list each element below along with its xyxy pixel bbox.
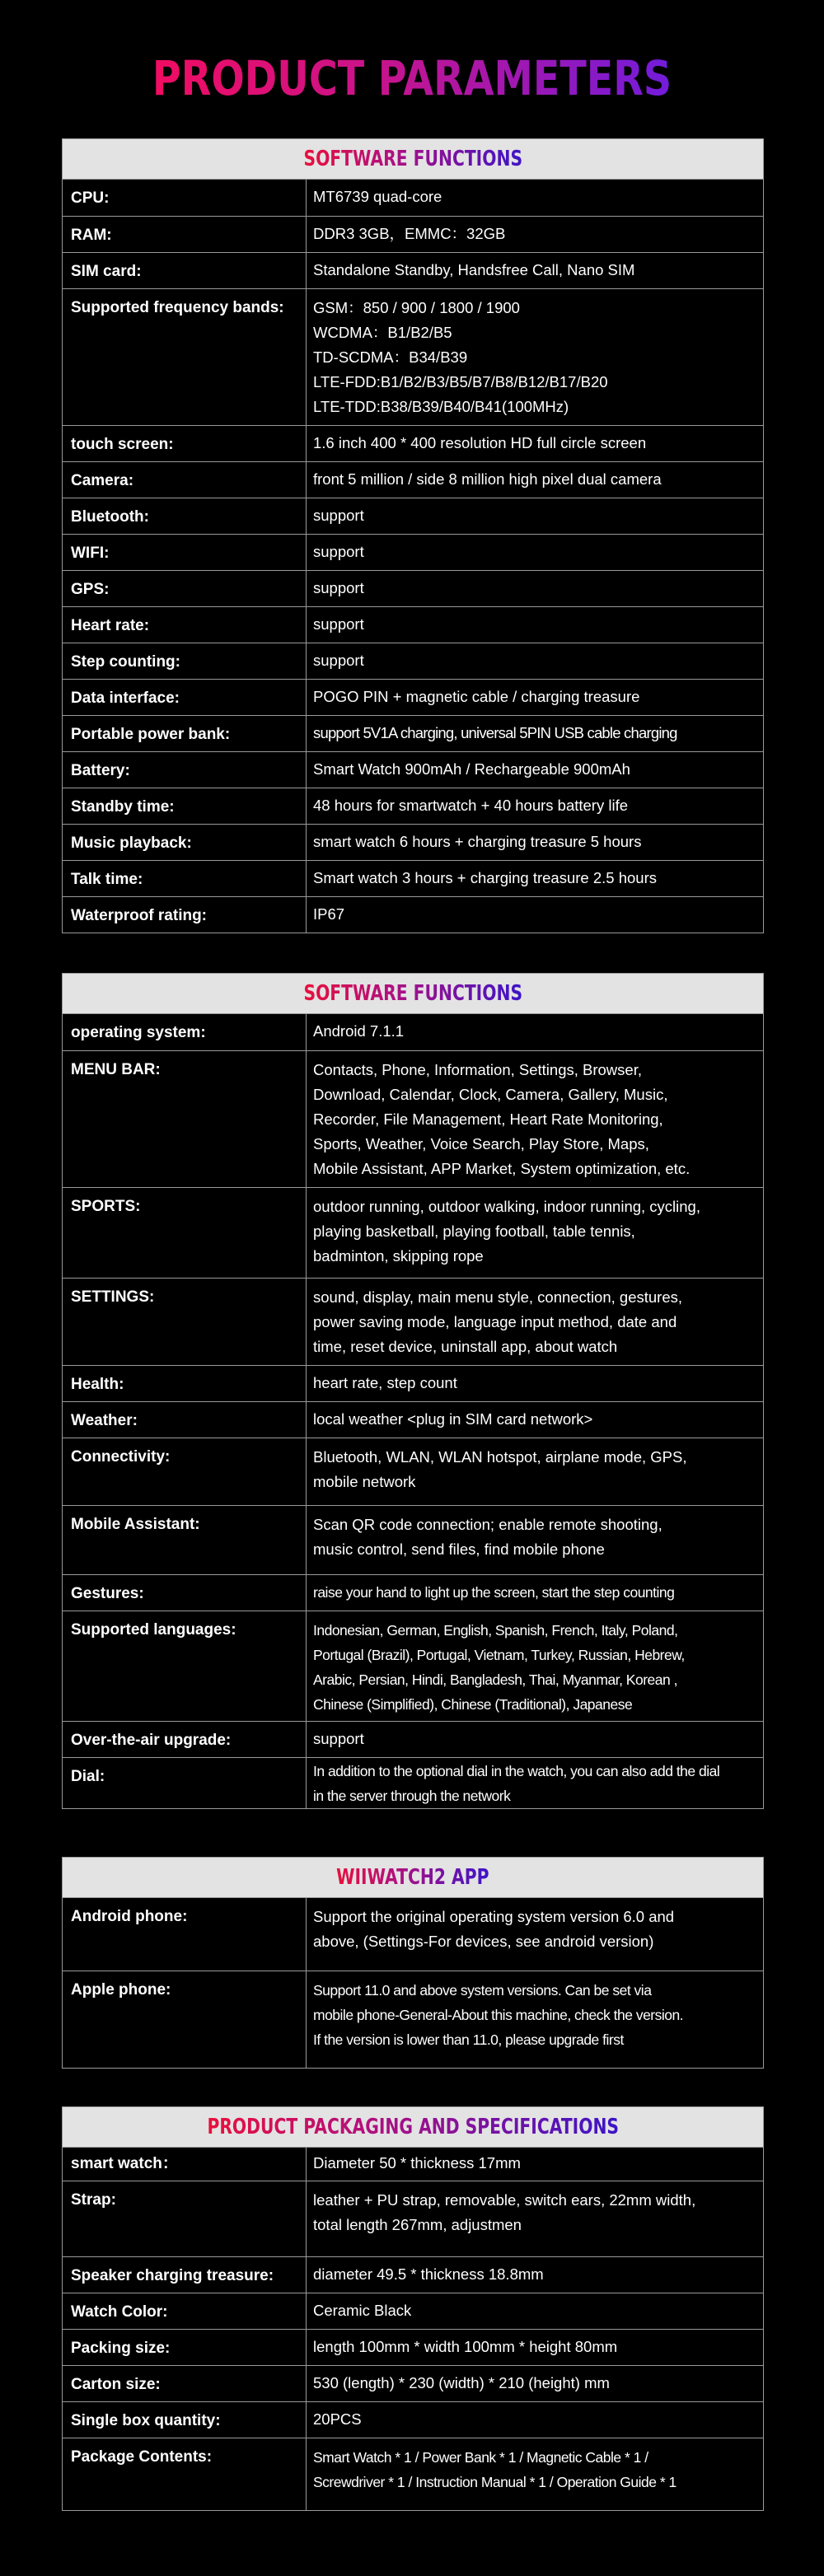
row-label: Gestures:: [63, 1575, 307, 1611]
software-function-table: [62, 973, 764, 1809]
row-label: Single box quantity:: [63, 2402, 307, 2438]
table-row: [63, 180, 763, 216]
table-row: [63, 824, 763, 860]
row-label: RAM:: [63, 217, 307, 252]
row-value: Ceramic Black: [313, 2302, 412, 2319]
row-label: smart watch：: [63, 2148, 307, 2181]
table-row: [63, 2148, 763, 2181]
table-row: [63, 2181, 763, 2256]
row-value: heart rate, step count: [313, 1374, 457, 1391]
row-label: Battery:: [63, 752, 307, 788]
section-title: WIIWATCH2 APP: [336, 1858, 489, 1897]
row-label: CPU:: [63, 180, 307, 216]
section-title: PRODUCT PACKAGING AND SPECIFICATIONS: [207, 2107, 619, 2147]
row-label: Portable power bank:: [63, 716, 307, 751]
table-row: [63, 2256, 763, 2293]
table-row: [63, 1898, 763, 1971]
row-label: WIFI:: [63, 535, 307, 570]
row-label: Carton size:: [63, 2366, 307, 2401]
row-value: front 5 million / side 8 million high pixel dual camera: [313, 470, 662, 488]
row-label: Connectivity:: [63, 1438, 307, 1505]
row-label: touch screen:: [63, 426, 307, 461]
row-label: MENU BAR:: [63, 1051, 307, 1187]
section-header: [63, 2107, 763, 2148]
row-label: operating system:: [63, 1014, 307, 1050]
row-label: Dial:: [63, 1758, 307, 1808]
row-value: support: [313, 543, 364, 560]
row-label: Data interface:: [63, 680, 307, 715]
row-label: Heart rate:: [63, 607, 307, 643]
row-value: Standalone Standby, Handsfree Call, Nano SIM: [313, 261, 635, 278]
row-value: Android 7.1.1: [313, 1022, 405, 1040]
section-header: [63, 974, 763, 1014]
row-value: support 5V1A charging, universal 5PIN USB cable charging: [313, 724, 677, 741]
row-value: support: [313, 1730, 364, 1747]
row-label: SETTINGS:: [63, 1279, 307, 1365]
table-row: [63, 2293, 763, 2329]
table-row: [63, 751, 763, 788]
table-row: [63, 715, 763, 751]
row-label: Supported frequency bands:: [63, 289, 307, 425]
table-row: [63, 461, 763, 498]
row-value: Smart Watch * 1 / Power Bank * 1 / Magnetic Cable * 1 / Screwdriver * 1 / Instruction Manual * 1 / Operation Guide * 1: [313, 2449, 677, 2490]
row-value: IP67: [313, 905, 345, 923]
row-label: GPS:: [63, 571, 307, 606]
section-title: SOFTWARE FUNCTIONS: [303, 974, 522, 1013]
row-value: length 100mm * width 100mm * height 80mm: [313, 2338, 618, 2355]
table-row: [63, 1611, 763, 1721]
table-row: [63, 896, 763, 933]
row-label: Standby time:: [63, 788, 307, 824]
table-row: [63, 1438, 763, 1505]
section-header: [63, 139, 763, 180]
table-row: [63, 2401, 763, 2438]
table-row: [63, 570, 763, 606]
row-value: Support 11.0 and above system versions. Can be set via mobile phone-General-About this machine, check the version. If the version is lower than 11.0, please upgrade first: [313, 1982, 684, 2048]
table-row: [63, 1757, 763, 1808]
table-row: [63, 2329, 763, 2365]
row-value: GSM：850 / 900 / 1800 / 1900 WCDMA：B1/B2/B5 TD-SCDMA：B34/B39 LTE-FDD:B1/B2/B3/B5/B7/B8/B12/B17/B20 LTE-TDD:B38/B39/B40/B41(100MHz): [313, 299, 608, 415]
row-value: Indonesian, German, English, Spanish, French, Italy, Poland, Portugal (Brazil), Portugal, Vietnam, Turkey, Russian, Hebrew, Arabic, Persian, Hindi, Bangladesh, Thai, Myanmar, Korean , Chinese (Simplified), Chinese (Traditional), Japanese: [313, 1622, 685, 1713]
page-title: PRODUCT PARAMETERS: [74, 49, 750, 107]
row-value: Scan QR code connection; enable remote shooting, music control, send files, find mobile phone: [313, 1516, 662, 1558]
table-row: [63, 788, 763, 824]
row-value: local weather <plug in SIM card network>: [313, 1410, 593, 1428]
table-row: [63, 1278, 763, 1365]
row-label: Supported languages:: [63, 1611, 307, 1721]
table-row: [63, 1187, 763, 1278]
row-value: sound, display, main menu style, connection, gestures, power saving mode, language input method, date and time, reset device, uninstall app, about watch: [313, 1288, 683, 1355]
packaging-spec-table: [62, 2106, 764, 2511]
row-value: outdoor running, outdoor walking, indoor running, cycling, playing basketball, playing football, table tennis, badminton, skipping rope: [313, 1198, 700, 1265]
table-row: [63, 1971, 763, 2068]
row-value: Bluetooth, WLAN, WLAN hotspot, airplane mode, GPS, mobile network: [313, 1448, 687, 1490]
row-value: 1.6 inch 400 * 400 resolution HD full circle screen: [313, 434, 647, 451]
table-row: [63, 2438, 763, 2510]
table-row: [63, 1365, 763, 1401]
table-row: [63, 1401, 763, 1438]
row-value: Smart Watch 900mAh / Rechargeable 900mAh: [313, 760, 630, 778]
row-label: Mobile Assistant:: [63, 1506, 307, 1574]
row-label: Waterproof rating:: [63, 897, 307, 933]
row-value: In addition to the optional dial in the watch, you can also add the dial in the server through the network: [313, 1763, 720, 1804]
row-label: Step counting:: [63, 643, 307, 679]
row-value: 530 (length) * 230 (width) * 210 (height) mm: [313, 2374, 610, 2391]
section-title: SOFTWARE FUNCTIONS: [303, 139, 522, 179]
row-label: Weather:: [63, 1402, 307, 1438]
row-label: Watch Color:: [63, 2293, 307, 2329]
table-row: [63, 1014, 763, 1050]
table-row: [63, 860, 763, 896]
row-value: diameter 49.5 * thickness 18.8mm: [313, 2265, 544, 2283]
row-value: Smart watch 3 hours + charging treasure 2.5 hours: [313, 869, 657, 886]
row-label: Talk time:: [63, 861, 307, 896]
table-row: [63, 425, 763, 461]
section-header: [63, 1858, 763, 1898]
row-value: smart watch 6 hours + charging treasure 5 hours: [313, 833, 642, 850]
hardware-spec-table: [62, 138, 764, 933]
table-row: [63, 216, 763, 252]
table-row: [63, 1050, 763, 1187]
row-label: Speaker charging treasure:: [63, 2257, 307, 2293]
row-label: Bluetooth:: [63, 498, 307, 534]
table-row: [63, 498, 763, 534]
row-label: SPORTS:: [63, 1188, 307, 1278]
row-value: POGO PIN + magnetic cable / charging treasure: [313, 688, 640, 705]
row-value: Support the original operating system version 6.0 and above, (Settings-For devices, see android version): [313, 1908, 675, 1950]
table-row: [63, 534, 763, 570]
table-row: [63, 288, 763, 425]
row-label: Music playback:: [63, 825, 307, 860]
row-value: leather + PU strap, removable, switch ears, 22mm width, total length 267mm, adjustmen: [313, 2191, 696, 2233]
row-value: 20PCS: [313, 2410, 362, 2428]
table-row: [63, 1721, 763, 1757]
table-row: [63, 2365, 763, 2401]
row-value: Diameter 50 * thickness 17mm: [313, 2154, 521, 2172]
app-compatibility-table: [62, 1857, 764, 2069]
table-row: [63, 643, 763, 679]
row-label: SIM card:: [63, 253, 307, 288]
row-label: Android phone:: [63, 1898, 307, 1971]
row-value: DDR3 3GB，EMMC：32GB: [313, 225, 506, 242]
row-label: Packing size:: [63, 2330, 307, 2365]
row-label: Camera:: [63, 462, 307, 498]
table-row: [63, 679, 763, 715]
row-label: Over-the-air upgrade:: [63, 1722, 307, 1757]
table-row: [63, 1505, 763, 1574]
row-value: support: [313, 615, 364, 633]
row-value: support: [313, 507, 364, 524]
row-value: raise your hand to light up the screen, start the step counting: [313, 1584, 675, 1601]
row-label: Strap:: [63, 2181, 307, 2256]
row-value: support: [313, 579, 364, 596]
row-label: Package Contents:: [63, 2438, 307, 2510]
row-value: support: [313, 652, 364, 669]
table-row: [63, 606, 763, 643]
row-label: Health:: [63, 1366, 307, 1401]
table-row: [63, 252, 763, 288]
row-label: Apple phone:: [63, 1971, 307, 2068]
row-value: 48 hours for smartwatch + 40 hours battery life: [313, 797, 629, 814]
row-value: MT6739 quad-core: [313, 188, 442, 205]
row-value: Contacts, Phone, Information, Settings, Browser, Download, Calendar, Clock, Camera, Gallery, Music, Recorder, File Management, Heart Rate Monitoring, Sports, Weather, Voice Search, Play Store, Maps, Mobile Assistant, APP Market, System optimization, etc.: [313, 1061, 691, 1177]
table-row: [63, 1574, 763, 1611]
